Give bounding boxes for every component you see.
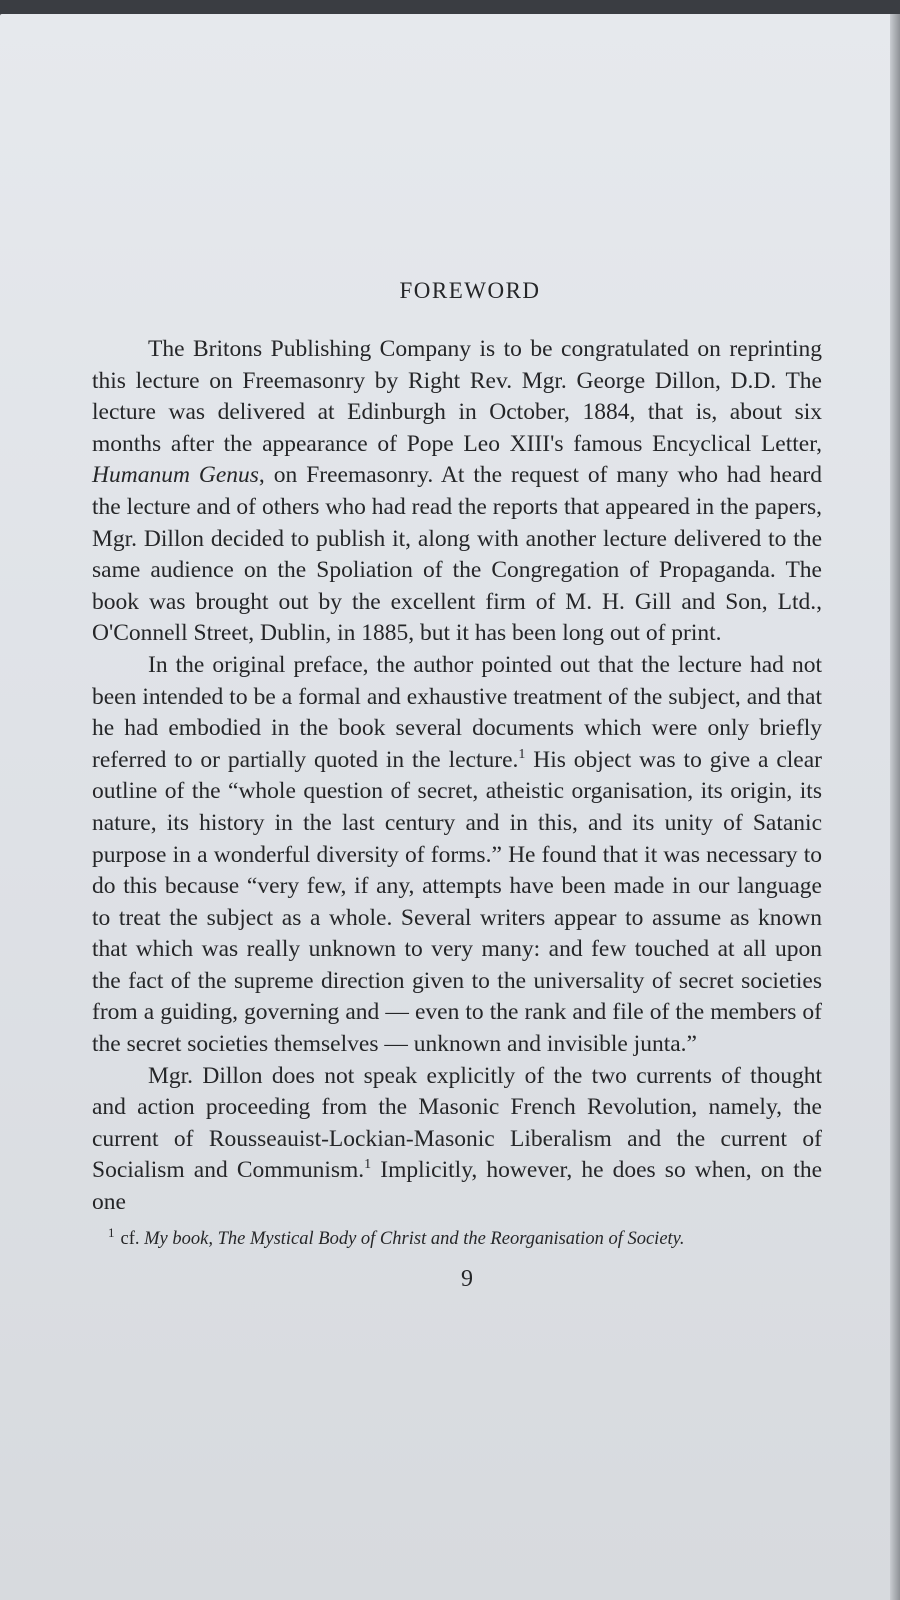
encyclical-title: Humanum Genus [92, 462, 259, 489]
paragraph-1 [92, 334, 822, 650]
paragraph-1-text-a: The Britons Publishing Company is to be congratulated on reprinting this lecture on Freemasonry by Right Rev. Mgr. George Dillon, D.D. The lecture was delivered at Edinburgh in October, 1884, that is, about six months after the appearance of Pope Leo XIII's famous Encyclical Letter, [92, 336, 822, 457]
book-page [0, 14, 890, 1600]
paragraph-2-text-a: In the original preface, the author pointed out that the lecture had not been intended to be a formal and exhaustive treatment of the subject, and that he had embodied in the book several documents which were only briefly referred to or partially quoted in the lecture. [92, 651, 822, 773]
footnote-text: My book, The Mystical Body of Christ and the Reorganisation of Society. [144, 1228, 685, 1249]
footnote-ref-2: 1 [364, 1157, 372, 1173]
paragraph-2 [92, 650, 822, 1061]
footnote [92, 1225, 822, 1250]
page-title: FOREWORD [399, 278, 541, 303]
paragraph-3-text-b: Implicitly, however, he does so when, on the one [92, 1157, 823, 1216]
page-content [92, 278, 822, 1293]
paragraph-2-text-b: His object was to give a clear outline of the “whole question of secret, atheistic organisation, its origin, its nature, its history in the last century and in this, and its unity of Satanic purpose in a wonderful diversity of forms.” He found that it was necessary to do this because “very few, if any, attempts have been made in our language to treat the subject as a whole. Several writers appear to assume as known that which was really unknown to very many: and few touched at all upon the fact of the supreme direction given to the universality of secret societies from a guiding, governing and — even to the rank and file of the members of the secret societies themselves — unknown and invisible junta.” [92, 746, 822, 1058]
paragraph-1-text-b: , on Freemasonry. At the request of many who had heard the lecture and of others who had read the reports that appeared in the papers, Mgr. Dillon decided to publish it, along with another lecture delivered to the same audience on the Spoliation of the Congregation of Propaganda. The book was brought out by the excellent firm of M. H. Gill and Son, Ltd., O'Connell Street, Dublin, in 1885, but it has been long out of print. [92, 462, 822, 647]
paragraph-3 [92, 1061, 822, 1219]
footnote-mark: 1 [108, 1224, 115, 1240]
paragraph-3-text-a: Mgr. Dillon does not speak explicitly of the two currents of thought and action proceeding from the Masonic French Revolution, namely, the current of Rousseauist-Lockian-Masonic Liberalism and the current of Socialism and Communism. [92, 1062, 822, 1184]
page-number: 9 [461, 1265, 473, 1292]
footnote-ref-1: 1 [518, 746, 526, 762]
footnote-prefix: cf. [120, 1228, 140, 1249]
